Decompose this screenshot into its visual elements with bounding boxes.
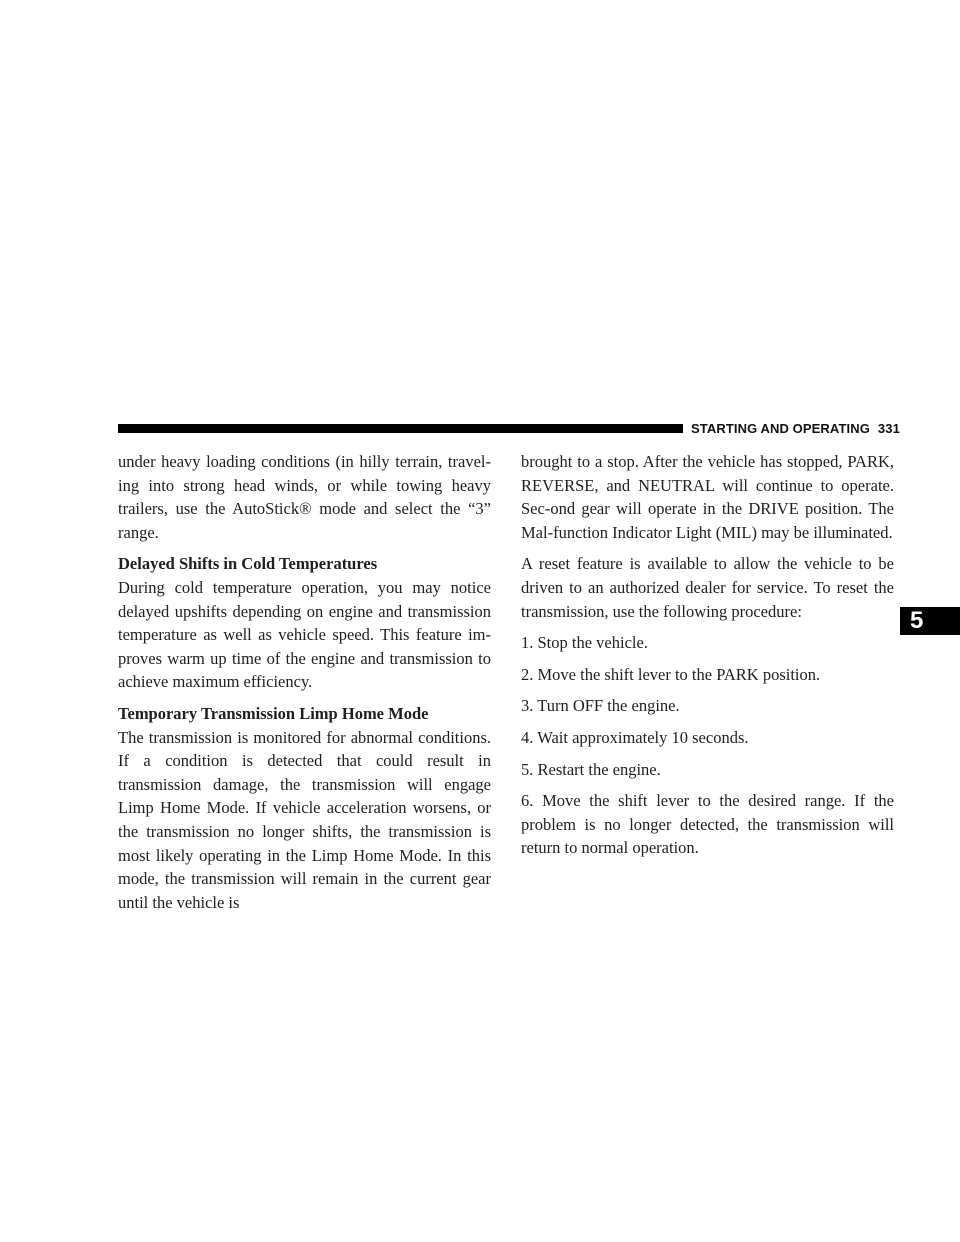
procedure-step: 5. Restart the engine.: [521, 759, 661, 779]
header-rule: [118, 424, 683, 433]
right-column: [521, 450, 894, 868]
continuation-paragraph: brought to a stop. After the vehicle has stopped, PARK, REVERSE, and NEUTRAL will continue to operate. Sec-ond gear will operate in the DRIVE position. The Mal-function Indicator Light (MIL) may be illuminated.: [521, 452, 894, 542]
section-body-cold: During cold temperature operation, you may notice delayed upshifts depending on engine and transmission temperature as well as vehicle speed. This feature im-proves warm up time of the engine and transmission to achieve maximum efficiency.: [118, 577, 491, 692]
page-number: 331: [877, 421, 900, 436]
procedure-step: 1. Stop the vehicle.: [521, 633, 648, 653]
intro-paragraph: under heavy loading conditions (in hilly terrain, travel-ing into strong head winds, or while towing heavy trailers, use the AutoStick® mode and select the “3” range.: [118, 452, 491, 542]
section-body-limp: The transmission is monitored for abnormal conditions. If a condition is detected that could result in transmission damage, the transmission will engage Limp Home Mode. If vehicle acceleration worsens, or the transmission no longer shifts, the transmission is most likely operating in the Limp Home Mode. In this mode, the transmission will remain in the current gear until the vehicle is: [118, 727, 491, 912]
chapter-tab: 5: [900, 607, 960, 635]
running-header: [691, 421, 911, 436]
reset-intro-paragraph: A reset feature is available to allow the vehicle to be driven to an authorized dealer for service. To reset the transmission, use the following procedure:: [521, 554, 894, 621]
procedure-step: 4. Wait approximately 10 seconds.: [521, 727, 749, 747]
section-heading-cold: Delayed Shifts in Cold Temperatures: [118, 554, 378, 574]
left-column: [118, 450, 491, 922]
procedure-step: 2. Move the shift lever to the PARK position.: [521, 664, 821, 684]
procedure-step: 6. Move the shift lever to the desired range. If the problem is no longer detected, the transmission will return to normal operation.: [521, 791, 894, 858]
procedure-step: 3. Turn OFF the engine.: [521, 696, 680, 716]
section-title: STARTING AND OPERATING: [691, 421, 870, 436]
section-heading-limp: Temporary Transmission Limp Home Mode: [118, 703, 429, 723]
